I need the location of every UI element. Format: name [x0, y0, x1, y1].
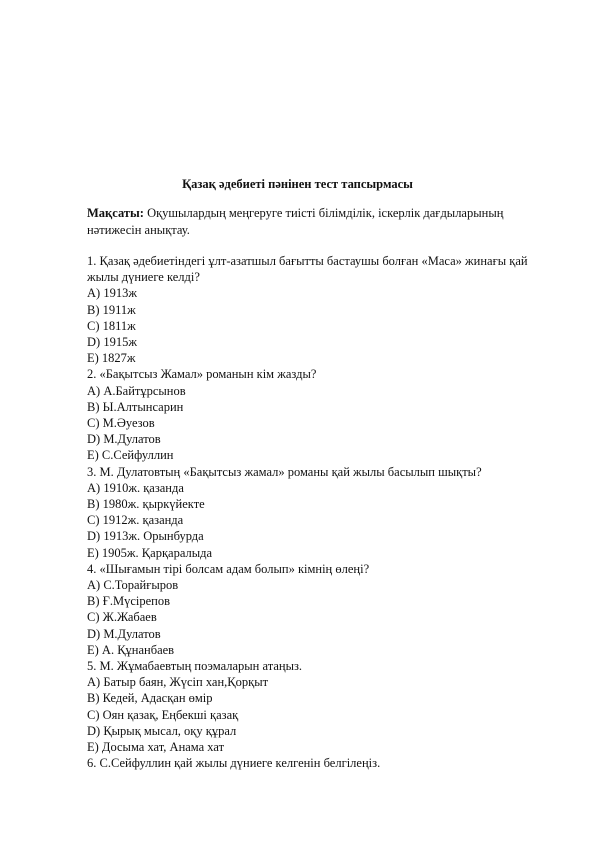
question-text: 2. «Бақытсыз Жамал» романын кім жазды? — [87, 367, 317, 382]
answer-option: E) С.Сейфуллин — [87, 448, 174, 463]
answer-option: D) М.Дулатов — [87, 432, 161, 447]
answer-option: A) С.Торайғыров — [87, 578, 179, 593]
answer-option: D) 1915ж — [87, 335, 137, 350]
answer-option: A) А.Байтұрсынов — [87, 383, 186, 398]
answer-option: E) Досыма хат, Анама хат — [87, 740, 225, 755]
document-title: Қазақ әдебиеті пәнінен тест тапсырмасы — [182, 177, 413, 191]
question-text: 3. М. Дулатовтың «Бақытсыз жамал» романы қай жылы басылып шықты? — [87, 464, 482, 479]
answer-option: A) 1910ж. қазанда — [87, 480, 184, 495]
answer-option: D) Қырық мысал, оқу құрал — [87, 723, 237, 738]
answer-option: B) 1911ж — [87, 302, 136, 317]
answer-option: B) Ы.Алтынсарин — [87, 399, 184, 414]
answer-option: D) М.Дулатов — [87, 626, 161, 641]
goal-text: Оқушылардың меңгеруге тиісті білімділік, іскерлік дағдыларының нәтижесін анықтау. — [87, 206, 504, 237]
answer-option: E) 1905ж. Қарқаралыда — [87, 545, 213, 560]
answer-option: C) М.Әуезов — [87, 416, 155, 431]
answer-option: C) Оян қазақ, Еңбекші қазақ — [87, 707, 239, 722]
goal-label: Мақсаты: — [87, 206, 144, 220]
goal-paragraph — [87, 205, 557, 239]
answer-option: C) 1811ж — [87, 318, 136, 333]
answer-option: E) А. Құнанбаев — [87, 642, 175, 657]
question-text: 5. М. Жұмабаевтың поэмаларын атаңыз. — [87, 659, 303, 674]
answer-option: E) 1827ж — [87, 351, 136, 366]
answer-option: B) Кедей, Адасқан өмір — [87, 691, 213, 706]
answer-option: A) Батыр баян, Жүсіп хан,Қорқыт — [87, 675, 269, 690]
question-text: 6. С.Сейфуллин қай жылы дүниеге келгенін белгілеңіз. — [87, 756, 381, 771]
question-text: 4. «Шығамын тірі болсам адам болып» кімнің өлеңі? — [87, 561, 370, 576]
answer-option: B) Ғ.Мүсірепов — [87, 594, 171, 609]
answer-option: C) Ж.Жабаев — [87, 610, 157, 625]
question-list — [87, 253, 557, 772]
answer-option: C) 1912ж. қазанда — [87, 513, 184, 528]
answer-option: D) 1913ж. Орынбурда — [87, 529, 204, 544]
answer-option: B) 1980ж. қыркүйекте — [87, 497, 205, 512]
answer-option: A) 1913ж — [87, 286, 137, 301]
question-text: 1. Қазақ әдебиетіндегі ұлт-азатшыл бағытты бастаушы болған «Маса» жинағы қай жылы дүниеге келді? — [87, 254, 528, 285]
